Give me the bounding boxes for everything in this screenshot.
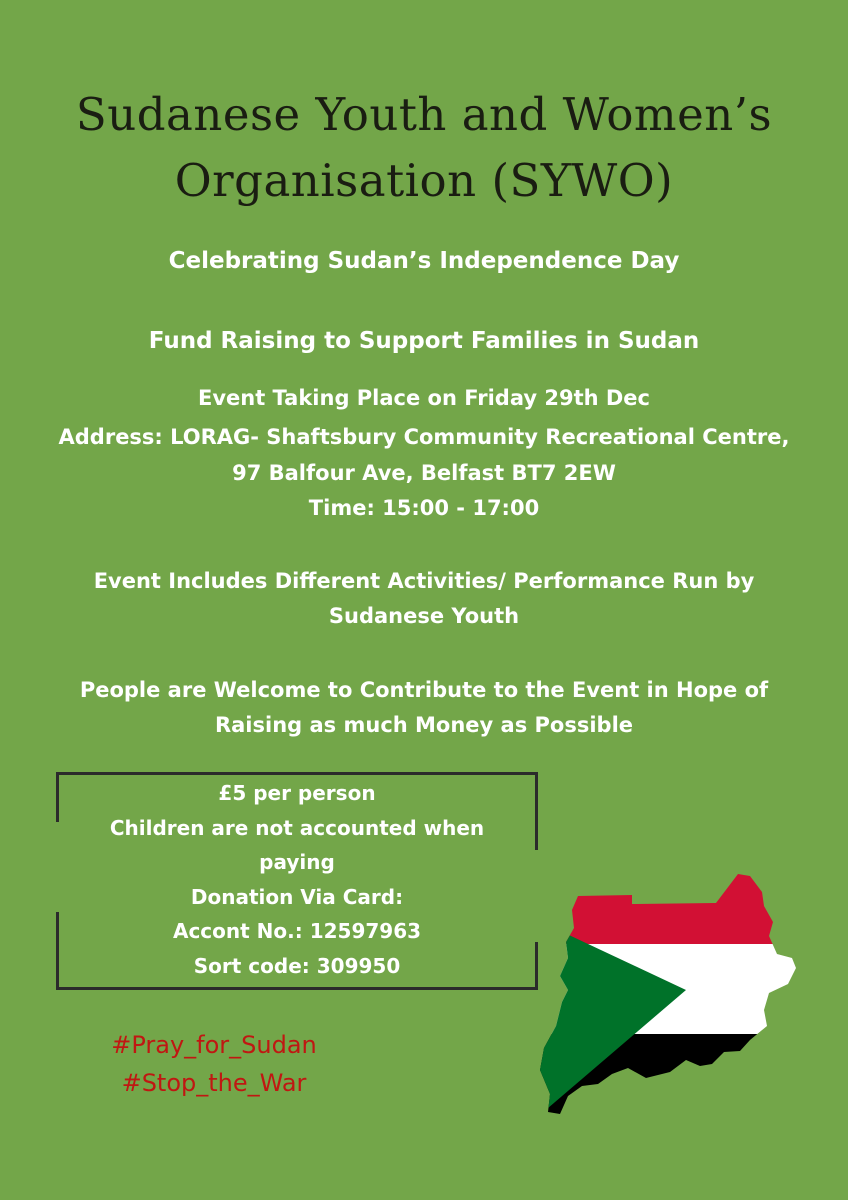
price-per-person: £5 per person <box>218 781 376 805</box>
title-line-2: Organisation (SYWO) <box>174 154 674 207</box>
donation-info <box>56 776 538 983</box>
event-activities-line-1: Event Includes Different Activities/ Performance Run by <box>93 569 755 593</box>
sort-code: Sort code: 309950 <box>193 953 401 978</box>
event-purpose: Fund Raising to Support Families in Sudan <box>148 328 700 354</box>
title-line-1: Sudanese Youth and Women’s <box>75 88 773 141</box>
sudan-flag-map-icon <box>520 862 810 1132</box>
event-activities-line-2: Sudanese Youth <box>328 604 520 628</box>
children-note-line-1: Children are not accounted when <box>109 815 485 840</box>
event-address-line-1: Address: LORAG- Shaftsbury Community Recreational Centre, <box>58 425 790 449</box>
event-headline: Celebrating Sudan’s Independence Day <box>168 248 680 274</box>
contribute-line-2: Raising as much Money as Possible <box>214 713 634 737</box>
hashtags <box>94 1026 334 1102</box>
organisation-title <box>0 82 848 214</box>
children-note-line-2: paying <box>259 850 335 874</box>
flag-red-stripe <box>520 862 810 944</box>
hashtag-stop-the-war: #Stop_the_War <box>121 1069 307 1097</box>
event-address-line-2: 97 Balfour Ave, Belfast BT7 2EW <box>232 461 616 485</box>
contribute-line-1: People are Welcome to Contribute to the Event in Hope of <box>79 678 769 702</box>
donation-via-card: Donation Via Card: <box>190 884 404 909</box>
account-number: Accont No.: 12597963 <box>172 919 422 943</box>
event-time: Time: 15:00 - 17:00 <box>308 496 540 520</box>
hashtag-pray-for-sudan: #Pray_for_Sudan <box>111 1031 317 1059</box>
event-date: Event Taking Place on Friday 29th Dec <box>197 386 651 410</box>
